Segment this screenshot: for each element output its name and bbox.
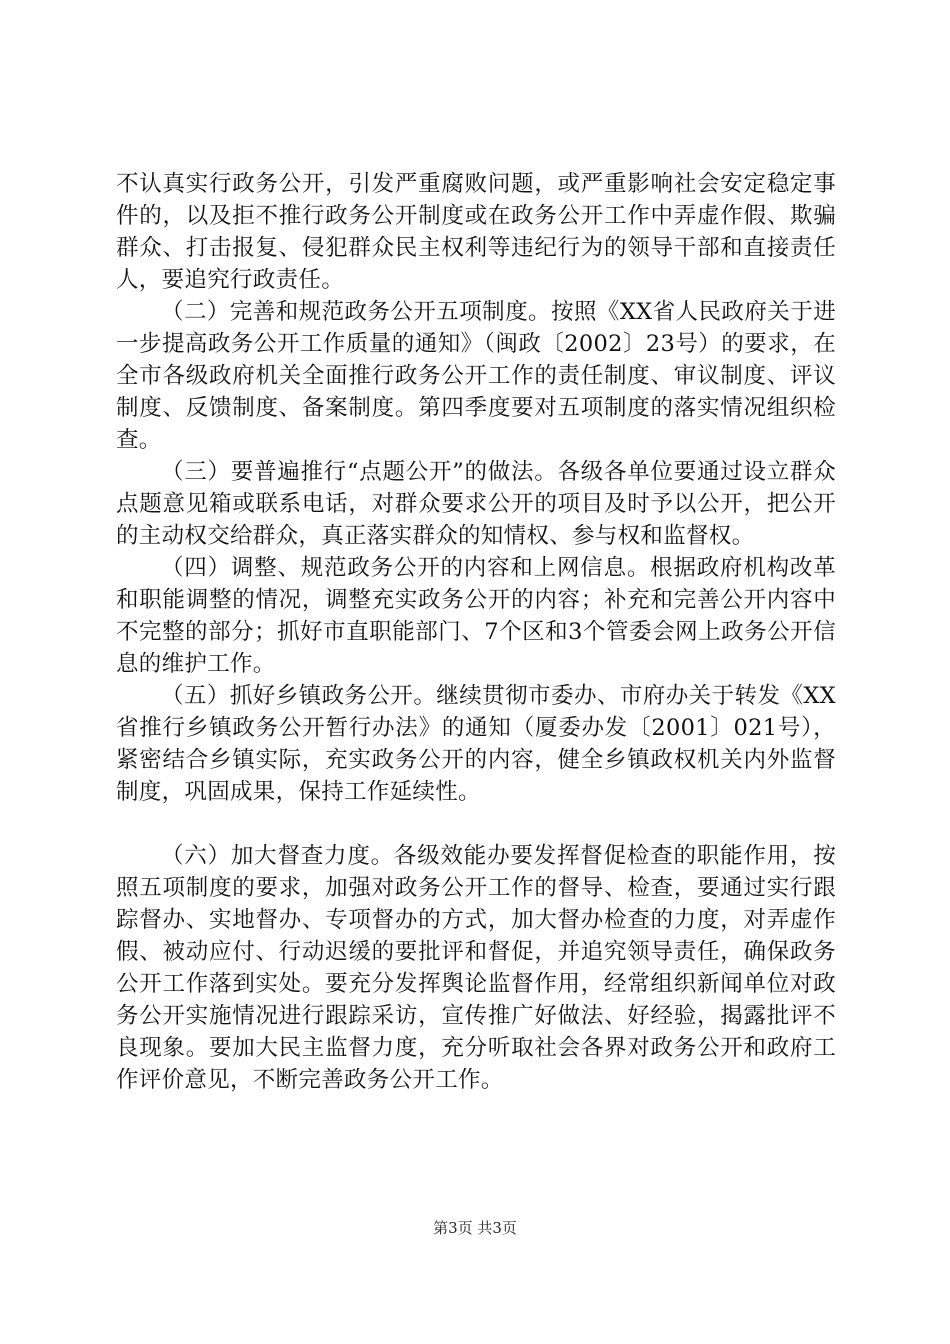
- paragraph-section-5: （五）抓好乡镇政务公开。继续贯彻市委办、市府办关于转发《XX省推行乡镇政务公开暂行办法》的通知（厦委办发〔2001〕021号），紧密结合乡镇实际，充实政务公开的内容，健全乡镇政权机关内外监督制度，巩固成果，保持工作延续性。: [116, 683, 836, 805]
- page-number: 第3页: [433, 1219, 473, 1237]
- paragraph-section-3: （三）要普遍推行“点题公开”的做法。各级各单位要通过设立群众点题意见箱或联系电话，对群众要求公开的项目及时予以公开，把公开的主动权交给群众，真正落实群众的知情权、参与权和监督权。: [116, 459, 836, 549]
- paragraph-section-4: （四）调整、规范政务公开的内容和上网信息。根据政府机构改革和职能调整的情况，调整充实政务公开的内容；补充和完善公开内容中不完整的部分；抓好市直职能部门、7个区和3个管委会网上政务公开信息的维护工作。: [116, 555, 836, 677]
- paragraph-section-6: （六）加大督查力度。各级效能办要发挥督促检查的职能作用，按照五项制度的要求，加强对政务公开工作的督导、检查，要通过实行跟踪督办、实地督办、专项督办的方式，加大督办检查的力度，对弄虚作假、被动应付、行动迟缓的要批评和督促，并追究领导责任，确保政务公开工作落到实处。要充分发挥舆论监督作用，经常组织新闻单位对政务公开实施情况进行跟踪采访，宣传推广好做法、好经验，揭露批评不良现象。要加大民主监督力度，充分听取社会各界对政务公开和政府工作评价意见，不断完善政务公开工作。: [116, 843, 836, 1093]
- document-body: [116, 168, 836, 1096]
- page-total: 共3页: [477, 1219, 517, 1237]
- page-footer: [0, 1218, 950, 1238]
- paragraph-spacer: [116, 808, 836, 840]
- paragraph-section-2: （二）完善和规范政务公开五项制度。按照《XX省人民政府关于进一步提高政务公开工作质量的通知》（闽政〔2002〕23号）的要求，在全市各级政府机关全面推行政务公开工作的责任制度、审议制度、评议制度、反馈制度、备案制度。第四季度要对五项制度的落实情况组织检查。: [116, 299, 836, 453]
- paragraph-continuation: 不认真实行政务公开，引发严重腐败问题，或严重影响社会安定稳定事件的，以及拒不推行政务公开制度或在政务公开工作中弄虚作假、欺骗群众、打击报复、侵犯群众民主权利等违纪行为的领导干部和直接责任人，要追究行政责任。: [116, 171, 836, 293]
